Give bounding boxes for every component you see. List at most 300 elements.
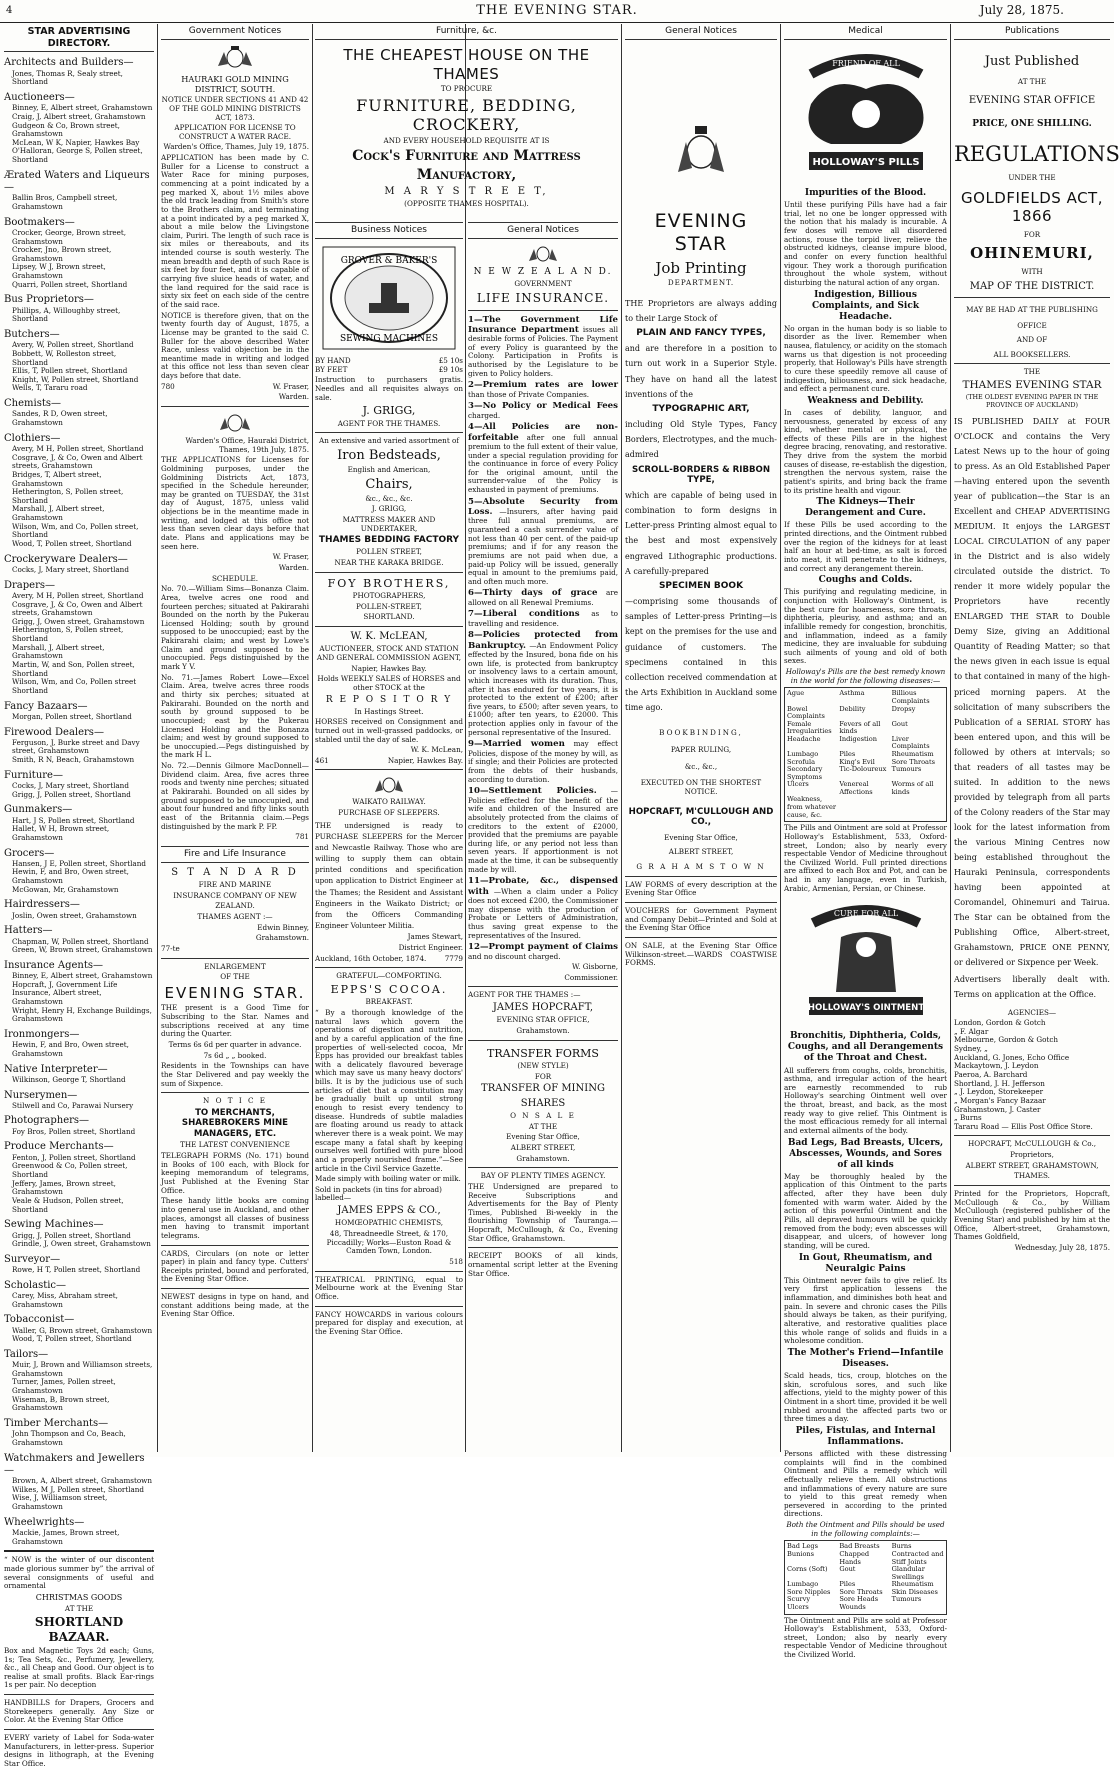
- directory-category: Hatters—: [4, 925, 53, 937]
- directory-entry: Knight, W, Pollen street, Shortland: [12, 374, 139, 384]
- directory-category: Tobacconist—: [4, 1314, 75, 1326]
- disease-item: Sore Throats: [891, 757, 936, 766]
- enlargement-heading: ENLARGEMENT: [204, 961, 266, 971]
- complaint-item: Sore Throats: [839, 1587, 883, 1596]
- ointment-label: HOLLOWAY'S OINTMENT: [807, 1003, 924, 1014]
- town: G R A H A M S T O W N: [636, 862, 766, 872]
- royal-arms-emblem: [212, 44, 258, 70]
- holloway-heading: Holloway's Pills are the best remedy known in the world for the following diseases:—: [785, 667, 946, 685]
- wardens-office: Warden's Office, Hauraki District, Thames, 19th July, 1875.: [185, 436, 309, 454]
- notice-subheading: TO MERCHANTS, SHAREBROKERS MINE MANAGERS, ETC.: [181, 1107, 289, 1139]
- ad-number: 461: [315, 755, 329, 765]
- standard-name: S T A N D A R D: [171, 866, 299, 878]
- disease-item: Piles: [839, 750, 856, 759]
- directory-entry: Wiseman, B, Brown street, Grahamstown: [12, 1394, 110, 1413]
- commissioner-title: Commissioner.: [564, 972, 618, 982]
- holloway-body: This Ointment never fails to give relief. Its very first application lessens the inflammation, and diminishes both heat and pain. In severe and chronic cases the Pills should always be taken, as their purifying, alterative, and restorative qualities place this whole range of solids and fluids in a wholesome condition.: [784, 1275, 947, 1346]
- showcards-ad: FANCY HOWCARDS in various colours prepared for display and execution, at the Evening Star Office.: [315, 1309, 463, 1336]
- directory-entry: Hallet, W H, Brown street, Grahamstown: [12, 824, 110, 842]
- royal-arms-emblem: [371, 774, 407, 794]
- insurance-item: [468, 609, 618, 628]
- schedule-item: No. 72.—Dennis Gilmore MacDonnell—Dividend claim. Area, five acres three roods and twenty nine perches; situated at Pakirarahi. Bounded on all sides by ground supposed to be unoccupied, and about four hundred and fifty links south east of the Britannia claim.—Pegs distinguished by the mark P. FP.: [161, 761, 309, 831]
- directory-entry: Wells, T, Tararu road: [12, 383, 88, 393]
- disease-list: [784, 687, 947, 822]
- holloway-heading: The Mother's Friend—Infantile Diseases.: [787, 1347, 944, 1369]
- disease-item: Venereal Affections: [839, 780, 873, 796]
- business-notices: [315, 222, 463, 1452]
- epps-sold: Sold in packets (in tins for abroad) labelled—: [315, 1184, 442, 1203]
- directory-entry: Bridges, T, Albert street, Grahamstown: [12, 469, 102, 488]
- insurance-items: [468, 315, 618, 962]
- insurance-item-title: 1—The Government Life Insurance Department: [468, 314, 618, 335]
- section-label: Business Notices: [315, 222, 463, 239]
- royal-arms-emblem: [215, 411, 255, 433]
- pills-label: HOLLOWAY'S PILLS: [811, 157, 920, 169]
- complaint-item: Skin Diseases: [891, 1587, 938, 1596]
- directory-entry: Green, W, Brown street, Grahamstown: [12, 945, 153, 955]
- insurance-item-body: are allowed on all Renewal Premiums.: [468, 588, 618, 607]
- directory-entry: McLean, W K, Napier, Hawkes Bay: [12, 137, 140, 147]
- insurance-item-body: as to travelling and residence.: [468, 609, 618, 628]
- enlargement-title: EVENING STAR.: [164, 983, 306, 1002]
- under-the: UNDER THE: [1008, 172, 1056, 182]
- directory-category: Furniture—: [4, 769, 63, 781]
- complaint-item: Scurvy: [787, 1595, 811, 1604]
- agent-entry: Paeroa, A. Barchard: [954, 1069, 1028, 1079]
- directory-entry: Quarri, Pollen street, Shortland: [12, 279, 128, 289]
- directory-list: [4, 57, 154, 1546]
- standard-line: ZEALAND.: [215, 901, 255, 911]
- transfer-line: (NEW STYLE): [517, 1061, 569, 1071]
- holloway-body: In cases of debility, languor, and nervousness, generated by excess of any kind, whether mental or physical, the effects of these Pills are in the highest degree bracing, renovating, and restorative. They drive from the system the morbid causes of disease, re-establish the digestion, strengthen the nervous system, raise the patient's spirits, and bring back the frame to its pristine health and vigour.: [784, 407, 947, 495]
- insurance-item: [468, 786, 618, 874]
- directory-entry: Stilwell and Co, Parawai Nursery: [12, 1100, 134, 1110]
- transfer-line: TRANSFER FORMS: [487, 1046, 599, 1060]
- bedding-factory: THAMES BEDDING FACTORY: [318, 535, 460, 546]
- holloway-body: The Ointment and Pills are sold at Professor Holloway's Establishment, 533, Oxford-street, London; also by nearly every respectable Vendor of Medicine throughout the Civilized World.: [784, 1615, 947, 1660]
- directory-category: Native Interpreter—: [4, 1063, 108, 1075]
- executed-note: EXECUTED ON THE SHORTEST NOTICE.: [640, 778, 762, 797]
- paper-title: THE EVENING STAR.: [476, 3, 638, 18]
- directory-entry: Wilkinson, George T, Shortland: [12, 1074, 126, 1084]
- holloway-body: If these Pills be used according to the printed directions, and the Ointment rubbed over the region of the kidneys for at least half an hour at bed-time, as salt is forced into meat, it will penetrate to the kidneys, and correct any derangement therein.: [784, 520, 947, 573]
- transfer-line: TRANSFER OF MINING: [481, 1083, 605, 1095]
- mclean-sign: W. K. McLean,: [410, 745, 463, 755]
- schedule-heading: SCHEDULE.: [211, 573, 259, 583]
- disease-item: Female Irregularities: [787, 719, 832, 736]
- warden-title: Warden.: [278, 392, 309, 402]
- disease-item: Bowel Complaints: [787, 704, 825, 721]
- job-body: including Old Style Types, Fancy Borders, Electrotypes, and the much-admired: [625, 420, 777, 460]
- agent-place: Grahamstown.: [255, 933, 309, 943]
- disease-item: Billious Complaints: [891, 689, 930, 705]
- insurance-item: [468, 942, 618, 961]
- directory-entry: Wood, T, Pollen street, Shortland: [12, 539, 132, 548]
- directory-entry: Ferguson, J, Burke street and Davy street, Grahamstown: [12, 737, 140, 756]
- complaint-item: Ulcers: [787, 1602, 809, 1611]
- handbills-ad: HANDBILLS for Drapers, Grocers and Storekeepers generally. Any Size or Color. At the Evening Star Office: [4, 1698, 154, 1725]
- directory-category: Crockeryware Dealers—: [4, 553, 128, 565]
- insurance-item-title: 9—Married women: [468, 739, 565, 750]
- holloway-heading: Both the Ointment and Pills should be used in the following complaints:—: [786, 1520, 945, 1538]
- section-label: Government Notices: [161, 24, 309, 40]
- labels-ad: EVERY variety of Label for Soda-water Manufacturers, in letter-press. Superior designs in lithograph, at the Evening Star Office.: [4, 1732, 154, 1768]
- oldest-paper: (THE OLDEST EVENING PAPER IN THE PROVINCE OF AUCKLAND): [965, 392, 1099, 409]
- bazaar-body: Box and Magnetic Toys 2d each; Guns, 1s; Tea Sets, &c., Perfumery, Jewellery, &c., all Cheap and Good. Our object is to realise at small profits. Black Ear-rings 1s per pair. No deception: [4, 1645, 154, 1690]
- theatrical-ad: THEATRICAL PRINTING, equal to Melbourne work at the Evening Star Office.: [315, 1274, 463, 1301]
- by-feet-price: £9 10s: [438, 364, 463, 374]
- waikato-sign: James Stewart,: [407, 932, 463, 942]
- disease-item: Asthma: [839, 689, 865, 698]
- directory-entry: John Thompson and Co, Beach, Grahamstown: [12, 1429, 126, 1447]
- ad-number: 518: [449, 1256, 463, 1266]
- disease-item: King's Evil: [839, 757, 875, 766]
- mattress-maker: MATTRESS MAKER AND UNDERTAKER,: [342, 514, 436, 533]
- cocks-line-1: THE CHEAPEST HOUSE ON THE THAMES: [343, 46, 590, 83]
- ad-number: 7779: [444, 953, 463, 963]
- mclean-holds: Holds WEEKLY SALES of HORSES and other STOCK at the: [317, 674, 461, 692]
- foy-town: SHORTLAND.: [363, 612, 415, 622]
- disease-item: Ulcers: [787, 780, 809, 789]
- column-rule: [780, 24, 781, 1452]
- by-hand-price: £5 10s: [438, 356, 463, 366]
- water-race-notice: APPLICATION has been made by C. Buller for a License to construct a Water Race for mining purposes, commencing at a point indicated by a peg marked X, about 1½ miles above the old track leading from Smith's store to the Brothers claim, and terminating at a point indicated by a peg marked X, about a mile below the Livingstone claim, Puriri. The length of such race is six miles or thereabouts, and its intended course is south westerly. The mean breadth and depth of such Race is six feet by four feet, and it is capable of carrying five sluice heads of water, and the land required for the said race is sixty six feet on each side of the centre of the said race.: [161, 153, 309, 309]
- disease-item: Dropsy: [891, 704, 916, 713]
- directory-category: Bootmakers—: [4, 216, 75, 228]
- holloway-heading: Impurities of the Blood.: [804, 188, 927, 199]
- insurance-item-title: 7—Liberal conditions: [468, 609, 580, 620]
- epps-body: “ By a thorough knowledge of the natural laws which govern the operations of digestion and nutrition, and by a careful application of the fine properties of well-selected cocoa, Mr Epps has provided our breakfast tables with a delicately flavoured beverage which may save us many heavy doctors' bills. It is by the judicious use of such articles of diet that a constitution may be gradually built up until strong enough to resist every tendency to disease. Hundreds of subtle maladies are floating around us ready to attack wherever there is a weak point. We may escape many a fatal shaft by keeping ourselves well fortified with pure blood and a properly nourished frame.”—See article in the Civil Service Gazette.: [315, 1007, 463, 1173]
- directory-category: Scholastic—: [4, 1279, 67, 1291]
- enlargement-of: OF THE: [220, 972, 250, 982]
- regulations: REGULATIONS: [954, 142, 1120, 167]
- directory-entry: Jeffery, James, Brown street, Grahamstown: [12, 1178, 116, 1197]
- foy-trade: PHOTOGRAPHERS,: [352, 591, 426, 601]
- waikato-heading: WAIKATO RAILWAY.: [352, 797, 426, 807]
- notice-body: NOTICE is therefore given, that on the twenty fourth day of August, 1875, a License may be granted to the said C. Buller for the above described Water Race, unless valid objection be in the meantime made in writing and lodged at this office not less than seven clear days before that date.: [161, 310, 309, 381]
- directory-entry: Waller, G, Brown street, Grahamstown: [12, 1325, 153, 1335]
- insurance-item: [468, 497, 618, 587]
- warden-signature: W. Fraser,: [272, 552, 309, 562]
- directory-entry: Smith, R N, Beach, Grahamstown: [12, 755, 135, 765]
- holloway-body: This purifying and regulating medicine, in conjunction with Holloway's Ointment, is the best cure for hoarseness, sore throats, diphtheria, pleurisy, and asthma; and an infallible remedy for congestion, bronchitis, and inflammation, indeed as a family medicine, they are invaluable for subduing such ailments of young and old of both sexes.: [784, 587, 947, 666]
- agent-town: Grahamstown.: [516, 1026, 570, 1035]
- directory-entry: Binney, E, Albert street, Grahamstown: [12, 971, 153, 981]
- insurance-item-body: may effect Policies, dispose of the money by will, as if single; and their Policies are protected from the debts of their husbands, according to duration.: [468, 739, 618, 784]
- directory-entry: Ellis, T, Pollen street, Shortland: [12, 366, 128, 376]
- iron-bedsteads: Iron Bedsteads,: [337, 448, 441, 464]
- disease-item: Indigestion: [839, 734, 877, 743]
- advertisers-note: Advertisers liberally dealt with. Terms on application at the Office.: [954, 974, 1110, 1000]
- agent-name: JAMES HOPCRAFT,: [492, 1002, 594, 1014]
- directory-entry: Rowe, H T, Pollen street, Shortland: [12, 1265, 141, 1275]
- residents-note: Residents in the Townships can have the Star Delivered and pay weekly the sum of Sixpence.: [161, 1061, 309, 1088]
- directory-entry: Grigg, J, Owen street, Grahamstown: [12, 616, 145, 626]
- agent-entry: „ Burns: [954, 1113, 982, 1123]
- disease-item: Ague: [787, 689, 805, 698]
- bazaar-name: SHORTLAND BAZAAR.: [34, 1615, 124, 1645]
- telegraph-forms: TELEGRAPH FORMS (No. 171) bound in Books of 100 each, with Block for keeping memorandum of telegrams, Just Published at the Evening Star Office.: [161, 1151, 309, 1195]
- banner-text: CURE FOR ALL: [833, 909, 898, 919]
- bookbinding: BOOKBINDING,: [659, 728, 743, 738]
- holloway-ad: [784, 24, 947, 1660]
- insurance-item-title: 5—Absolute Security from Loss.: [468, 496, 618, 518]
- insurance-item-title: 8—Policies protected from Bankruptcy.: [468, 630, 618, 651]
- directory-category: Architects and Builders—: [4, 57, 134, 69]
- for: FOR: [1023, 230, 1041, 240]
- by-feet-label: BY FEET: [315, 364, 348, 374]
- agent-entry: London, Gordon & Gotch: [954, 1018, 1046, 1028]
- advertising-directory: [4, 24, 154, 1768]
- directory-category: Clothiers—: [4, 432, 61, 444]
- firm-town: THAMES.: [1014, 1171, 1050, 1181]
- disease-item: Scrofula: [787, 757, 816, 766]
- complaint-item: Tumours: [891, 1595, 922, 1604]
- insurance-item-title: 6—Thirty days of grace: [468, 588, 598, 599]
- complaint-item: Burns: [891, 1542, 912, 1551]
- insurance-item-body: charged.: [468, 410, 501, 420]
- convenience-heading: THE LATEST CONVENIENCE: [180, 1140, 290, 1150]
- office: Evening Star Office,: [664, 832, 738, 842]
- cocks-line-6: Manufactory,: [416, 166, 517, 183]
- proprietors: Proprietors,: [1010, 1150, 1054, 1160]
- directory-category: Surveyor—: [4, 1253, 61, 1265]
- standard-line: FIRE AND MARINE: [198, 880, 272, 890]
- directory-category: Firewood Dealers—: [4, 726, 104, 738]
- with: WITH: [1021, 267, 1043, 277]
- complaint-item: Piles: [839, 1580, 856, 1589]
- holloway-heading: Weakness and Debility.: [807, 395, 924, 406]
- column-rule: [465, 24, 466, 1452]
- insurance-item-body: than those of Private Companies.: [468, 389, 590, 399]
- pub-price: PRICE, ONE SHILLING.: [972, 118, 1092, 129]
- agent-entry: Tararu Road — Ellis Post Office Store.: [954, 1121, 1093, 1131]
- etc: &c., &c.,: [684, 761, 718, 771]
- foy-street: POLLEN-STREET,: [356, 601, 422, 611]
- directory-category: Hairdressers—: [4, 899, 80, 911]
- complaint-item: Contracted and Stiff Joints: [891, 1549, 944, 1566]
- directory-entry: Carey, Miss, Abraham street, Grahamstown: [12, 1291, 118, 1309]
- directory-entry: Lipsey, W J, Brown street, Grahamstown: [12, 262, 106, 281]
- agent-entry: Melbourne, Gordon & Gotch: [954, 1035, 1058, 1045]
- directory-entry: Cosgrave, J, & Co, Owen and Albert streets, Grahamstown: [12, 452, 143, 471]
- directory-entry: Grigg, J, Pollen street, Shortland: [12, 789, 131, 799]
- directory-category: Wheelwrights—: [4, 1516, 85, 1528]
- transfer-line: Grahamstown.: [516, 1153, 570, 1163]
- directory-entry: Binney, E, Albert street, Grahamstown: [12, 103, 153, 113]
- complaint-item: Bad Breasts: [839, 1542, 880, 1551]
- holloway-heading: The Kidneys—Their Derangement and Cure.: [805, 497, 926, 519]
- firm-name: HOPCRAFT, M'CULLOUGH AND CO.,: [628, 806, 774, 828]
- holloway-body: The Pills and Ointment are sold at Professor Holloway's Establishment, 533, Oxford-street, London; also by nearly every respectable Vendor of Medicine throughout the Civilized World. Full printed directions are affixed to each Box and Pot, and can be had in any language, even in Turkish, Arabic, Armenian, Persian, or Chinese.: [784, 823, 947, 893]
- hastings-street: In Hastings Street.: [354, 706, 424, 716]
- directory-category: Insurance Agents—: [4, 959, 103, 971]
- page-number: 4: [6, 5, 13, 16]
- agencies-heading: AGENCIES—: [1007, 1007, 1057, 1017]
- the: THE: [1023, 367, 1041, 377]
- cards-ad: CARDS, Circulars (on note or letter paper) in plain and fancy type. Cutters' Receipts printed, bound and perforated, the Evening Star Office.: [161, 1248, 309, 1284]
- horses-note: HORSES received on Consignment and turned out in well-grassed paddocks, or stabled until the day of sale.: [315, 717, 463, 744]
- transfer-line: Evening Star Office,: [506, 1132, 580, 1142]
- agent-heading: THAMES AGENT :—: [197, 912, 273, 922]
- nz-heading: N E W Z E A L A N D.: [473, 267, 613, 278]
- agent-entry: Auckland, G. Jones, Echo Office: [954, 1052, 1070, 1062]
- holloway-heading: In Gout, Rheumatism, and Neuralgic Pains: [798, 1252, 933, 1274]
- column-rule: [312, 24, 313, 1452]
- nz-gov: GOVERNMENT: [514, 279, 572, 289]
- ohinemuri: OHINEMURI,: [970, 244, 1094, 263]
- just-published: Just Published: [984, 54, 1080, 70]
- directory-entry: Veale & Hudson, Pollen street, Shortland: [12, 1195, 124, 1214]
- directory-category: Ironmongers—: [4, 1029, 80, 1041]
- directory-entry: Crocker, George, Brown street, Grahamstown: [12, 227, 127, 246]
- foy-name: FOY BROTHERS,: [327, 576, 451, 590]
- disease-item: Fevers of all kinds: [839, 719, 881, 736]
- newest-designs-ad: NEWEST designs in type on hand, and constant additions being made, at the Evening Star Office.: [161, 1292, 309, 1319]
- cocks-line-2: TO PROCURE: [440, 83, 493, 93]
- publications: [954, 24, 1120, 1452]
- banner-text: FRIEND OF ALL: [831, 59, 900, 69]
- insurance-item-body: —Policies effected for the benefit of the wife and children of the Insured are absolutely protected from the claims of creditors to the extent of £2000, provided that the premiums are payable during life, or any period not less than seven years. If apportionment is not made at the time, it can be subsequently made by will.: [468, 786, 618, 874]
- holloway-body: Persons afflicted with these distressing complaints will find in the combined Ointment and Pills a remedy which will effectually relieve them. All obstructions and inflammations of every nature are sure to yield to this great remedy when persevered in according to the printed directions.: [784, 1448, 947, 1519]
- pub-office: EVENING STAR OFFICE: [968, 94, 1096, 106]
- insurance-item-title: 4—All Policies are non-forfeitable: [468, 422, 618, 443]
- telegraph-forms-note: These handy little books are coming into general use in Auckland, and other places, amongst all classes of business men having to transmit important telegrams.: [161, 1196, 309, 1240]
- disease-item: Secondary Symptoms: [787, 765, 823, 781]
- directory-entry: Foy Bros, Pollen street, Shortland: [12, 1126, 136, 1136]
- holloway-heading: Bronchitis, Diphtheria, Colds, Coughs, and all Derangements of the Throat and Chest.: [787, 1031, 944, 1064]
- agent-entry: „ J. Leydon, Storekeeper: [954, 1087, 1044, 1097]
- holloway-pills-cut: [791, 44, 941, 184]
- directory-category: Produce Merchants—: [4, 1141, 114, 1153]
- pub-at: AT THE: [1017, 77, 1047, 87]
- directory-entry: Muir, J, Brown and Williamson streets, Grahamstown: [12, 1360, 153, 1378]
- directory-entry: Crocker, Jno, Brown street, Grahamstown: [12, 245, 112, 263]
- star-description: IS PUBLISHED DAILY at FOUR O'CLOCK and contains the Very Latest News up to the hour of going to press. As an Old Established Paper—having entered upon the seventh year of publication—the Star is an Excellent and CHEAP ADVERTISING MEDIUM. It enjoys the LARGEST LOCAL CIRCULATION of any paper in the District and is also widely circulated outside the district. To render it more widely popular the Proprietors have recently ENLARGED THE STAR to Double Demy Size, giving an Additional Quantity of Reading Matter; so that the news given in each issue is equal to that contained in many of the high-priced morning papers. At the solicitation of many subscribers the Publication of a SERIAL STORY has been entered upon, and this will be followed by others at intervals; so that readers of all tastes may be suited. In addition to the news provided by telegraph from all parts of the Colony readers of the Star may look for the latest information from the various Mining Centres now being established throughout the Hauraki Peninsula, correspondents having been appointed at Coromandel, Ohinemuri and Tairua. The Star can be obtained from the Publishing Office, Albert-street, Grahamstown, PRICE ONE PENNY, or delivered or Sixpence per Week.: [954, 415, 1110, 968]
- holloway-heading: Coughs and Colds.: [818, 575, 913, 586]
- hauraki-heading: HAURAKI GOLD MINING DISTRICT, SOUTH.: [181, 74, 289, 95]
- directory-category: Ærated Waters and Liqueurs—: [4, 169, 150, 193]
- thames-evening-star: THAMES EVENING STAR: [962, 379, 1102, 392]
- directory-entry: Hopcraft, J, Government Life Insurance, Albert street, Grahamstown: [12, 979, 118, 1007]
- agent-name: Edwin Binney,: [257, 922, 309, 932]
- transfer-line: SHARES: [520, 1097, 566, 1109]
- insurance-item-body: and no discount charged.: [468, 951, 561, 961]
- law-forms-ad: LAW FORMS of every description at the Evening Star Office: [625, 879, 777, 898]
- factory-near: NEAR THE KARAKA BRIDGE.: [334, 557, 444, 567]
- and-of: AND OF: [1016, 335, 1048, 345]
- firm-street: ALBERT STREET, GRAHAMSTOWN,: [965, 1160, 1099, 1170]
- disease-item: Tumours: [891, 765, 922, 774]
- holloway-body: May be thoroughly healed by the application of this Ointment to the parts affected, after they have been duly fomented with warm water. Aided by the action of this powerful Ointment and the Pills, all depraved humours will be quickly removed from the body; even abscesses will disappear, and ulcers, of however long standing, will be cured.: [784, 1171, 947, 1250]
- nz-life: LIFE INSURANCE.: [476, 290, 610, 305]
- directory-entry: Phillips, A, Willoughby street, Shortland: [12, 305, 121, 324]
- warden-signature: W. Fraser,: [272, 381, 309, 391]
- disease-item: Debility: [839, 704, 866, 713]
- agent-entry: Mackaytown, J. Leydon: [954, 1061, 1039, 1071]
- schedule-item: No. 71.—James Robert Lowe—Excel Claim. Area, twelve acres three roods and thirty six perches; situated at Pakirarahi. Bounded on the north and south by ground supposed to be unoccupied; east by the Pukerau Licensed Holding and the Bonanza claim; and west by ground supposed to be unoccupied.—Pegs distinguished by the mark H L.: [161, 672, 309, 760]
- directory-entry: Grindle, J, Owen street, Grahamstown: [12, 1239, 151, 1249]
- plain-fancy: PLAIN AND FANCY TYPES,: [636, 328, 766, 339]
- bazaar-lead: “ NOW is the winter of our discontent made glorious summer by” the arrival of several consignments of useful and ornamental: [4, 1555, 154, 1591]
- booksellers: ALL BOOKSELLERS.: [993, 349, 1071, 359]
- directory-entry: Martin, W, and Son, Pollen street, Shortland: [12, 660, 135, 678]
- insurance-item-body: issues all desirable forms of Policies. The Payment of every Policy is guaranteed by the Colony. Participation in Profits is authorised by the Legislature to be given to Policy holders.: [468, 324, 618, 378]
- agent-entry: Grahamstown, J. Caster: [954, 1104, 1041, 1114]
- directory-category: Fancy Bazaars—: [4, 700, 88, 712]
- cocks-line-7: M A R Y S T R E E T,: [384, 186, 549, 197]
- directory-entry: Joslin, Owen street, Grahamstown: [12, 910, 137, 920]
- directory-entry: Wise, J, Williamson street, Grahamstown: [12, 1493, 108, 1512]
- directory-category: Photographers—: [4, 1115, 90, 1127]
- bazaar-at: AT THE: [64, 1603, 94, 1613]
- section-label: General Notices: [468, 222, 618, 239]
- ad-number: 77-te: [161, 944, 180, 954]
- insurance-item-title: 3—No Policy or Medical Fees: [468, 401, 618, 412]
- scroll-borders: SCROLL-BORDERS & RIBBON TYPE,: [631, 464, 771, 486]
- directory-entry: Avery, W, Pollen street, Shortland: [12, 340, 134, 350]
- directory-entry: Marshall, J, Albert street, Grahamstown: [12, 504, 105, 523]
- insurance-item-body: —An Endowment Policy effected by the Insured, bona fide on his own life, is protected from bankruptcy or insolvency laws to a certain amount, which increases with its duration. Thus, after it has endured for two years, it is protected to the extent of £200; after five years, to £500; after seven years, to £1000; after ten years, to £2000. This protection applies only in favour of the personal representative of the Insured.: [468, 640, 618, 737]
- application-heading: APPLICATION FOR LICENSE TO CONSTRUCT A WATER RACE.: [174, 123, 296, 141]
- cocks-line-3: FURNITURE, BEDDING, CROCKERY,: [356, 95, 577, 135]
- bazaar-ad: [4, 1556, 154, 1690]
- bop-heading: BAY OF PLENTY TIMES AGENCY.: [480, 1171, 606, 1181]
- insurance-item-body: after one full annual premium to the full extent of their value, under a special regulation providing for the continuance in force of every Policy for the original amount, until the surrender-value of the Policy is exhausted in payment of premiums.: [468, 432, 618, 495]
- complaint-item: Bad Legs: [787, 1542, 818, 1551]
- job-body: THE Proprietors are always adding to their Large Stock of: [625, 298, 777, 324]
- epps-address: 48, Threadneedle Street, & 170, Piccadilly; Works—Euston Road & Camden Town, London.: [326, 1229, 452, 1256]
- by-hand-label: BY HAND: [315, 356, 351, 366]
- directory-entry: Cosgrave, J, & Co, Owen and Albert streets, Grahamstown: [12, 599, 143, 618]
- holloway-heading: Bad Legs, Bad Breasts, Ulcers, Abscesses, Wounds, and Sores of all kinds: [787, 1137, 944, 1170]
- directory-entry: Wilson, Wm, and Co, Pollen street Shortland: [12, 677, 137, 695]
- repository: R E P O S I T O R Y: [325, 694, 453, 705]
- licenses-notice: THE APPLICATIONS for Licenses for Goldmining purposes, under the Goldmining Districts Act, 1873, specified in the Schedule hereunder, may be granted on TUESDAY, the 31st day of August, 1875, unless valid objections be in the meantime made in writing, and lodged at this office not less than seven clear days before that date. Plans and applications may be seen here.: [161, 455, 309, 551]
- etc: &c., &c., &c.: [365, 493, 413, 503]
- directory-entry: Avery, M H, Pollen street, Shortland: [12, 443, 144, 453]
- complaint-item: Sore Nipples: [787, 1587, 831, 1596]
- assortment-note: An extensive and varied assortment of: [319, 436, 459, 446]
- may-be-had: MAY BE HAD AT THE PUBLISHING OFFICE: [966, 305, 1098, 331]
- issue-date: July 28, 1875.: [979, 3, 1064, 17]
- directory-entry: Wilkes, M J, Pollen street, Shortland: [12, 1484, 145, 1494]
- job-dept: DEPARTMENT.: [667, 278, 735, 288]
- epps-name: EPPS'S COCOA.: [330, 982, 448, 996]
- complaint-list: [784, 1540, 947, 1614]
- epps-firm: JAMES EPPS & CO.,: [337, 1205, 441, 1217]
- agent-entry: Shortland, J. H. Jefferson: [954, 1078, 1045, 1088]
- notice-heading: NOTICE UNDER SECTIONS 41 AND 42 OF THE GOLD MINING DISTRICTS ACT, 1873.: [161, 95, 309, 122]
- insurance-item: [468, 380, 618, 399]
- directory-entry: Avery, M H, Pollen street, Shortland: [12, 590, 144, 600]
- transfer-line: AT THE: [528, 1121, 558, 1131]
- goldfields-act: GOLDFIELDS ACT, 1866: [961, 188, 1103, 225]
- directory-entry: Ballin Bros, Campbell street, Grahamstown: [12, 193, 118, 211]
- standard-line: INSURANCE COMPANY OF NEW: [173, 890, 297, 900]
- insurance-item-body: —Insurers, after having paid three full annual premiums, are guaranteed a cash surrender value of not less than 40 per cent. of the paid-up premiums; and if for any reason the premiums are not paid when due, a paid-up Policy will be issued, generally equal in amount to the premiums paid, and often much more.: [468, 507, 618, 586]
- waikato-date: Auckland, 16th October, 1874.: [315, 953, 427, 963]
- directory-category: Chemists—: [4, 398, 61, 410]
- directory-category: Drapers—: [4, 579, 55, 591]
- holloway-body: No organ in the human body is so liable to disorder as the liver. Remember when nausea, flatulency, or acidity on the stomach warns us that digestion is not proceeding properly, that Holloway's Pills have strength to cure these speedily remove all cause of indigestion, biliousness, and sick headache, and effect a permanent cure.: [784, 323, 947, 394]
- factory-street: POLLEN STREET,: [356, 547, 422, 557]
- imprint: Printed for the Proprietors, Hopcraft, McCullough & Co., by William McCullough (registered publisher of the Evening Star) and published by him at the Office, Albert-street, Grahamstown, Thames Goldfield,: [954, 1189, 1110, 1242]
- schedule-number: 781: [295, 832, 309, 842]
- directory-entry: Turner, James, Pollen street, Grahamstown: [12, 1377, 116, 1396]
- mclean-place: Napier, Hawkes Bay.: [351, 663, 427, 673]
- agent-entry: „ Morgan's Fancy Bazaar: [954, 1095, 1046, 1105]
